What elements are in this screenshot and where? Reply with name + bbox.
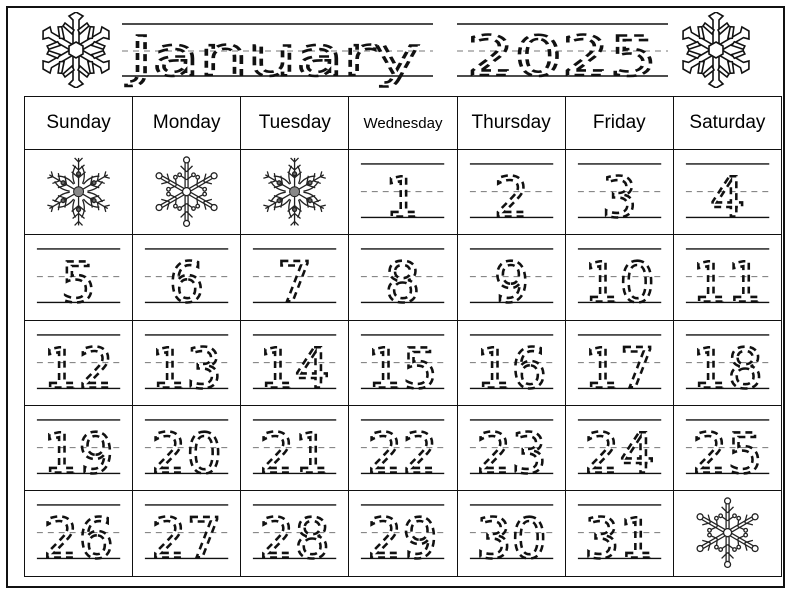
- day-cell: [457, 150, 565, 235]
- day-number: 21: [259, 421, 331, 487]
- empty-day-cell: [673, 491, 781, 576]
- ornate-snowflake-icon: [262, 158, 327, 225]
- day-cell: [349, 405, 457, 490]
- day-number: 18: [692, 336, 763, 402]
- weekday-friday: Friday: [565, 97, 673, 150]
- day-number: 15: [367, 336, 439, 402]
- day-number: 14: [259, 336, 331, 402]
- day-number: 20: [151, 421, 223, 487]
- weekday-thursday: Thursday: [457, 97, 565, 150]
- empty-day-cell: [133, 150, 241, 235]
- calendar-grid: [24, 96, 782, 577]
- day-number: 17: [583, 336, 655, 402]
- day-cell: [25, 491, 133, 576]
- weekday-saturday: Saturday: [673, 97, 781, 150]
- weekday-sunday: Sunday: [25, 97, 133, 150]
- day-number: 28: [259, 506, 331, 572]
- year-title: [455, 18, 670, 88]
- day-number: 29: [367, 506, 439, 572]
- day-cell: [565, 150, 673, 235]
- empty-day-cell: [25, 150, 133, 235]
- snowflake-outline-icon: [36, 12, 116, 88]
- day-cell: [349, 320, 457, 405]
- week-row: [25, 491, 782, 576]
- day-number: 16: [475, 336, 547, 402]
- day-cell: [565, 405, 673, 490]
- week-row: [25, 320, 782, 405]
- snowflake-icon: [693, 498, 762, 567]
- day-cell: [133, 320, 241, 405]
- year-label: 2025: [467, 25, 657, 88]
- weekday-tuesday: Tuesday: [241, 97, 349, 150]
- day-number: 31: [583, 506, 655, 572]
- day-cell: [241, 320, 349, 405]
- day-cell: [241, 405, 349, 490]
- snowflake-icon: [152, 157, 221, 226]
- day-number: 23: [475, 421, 547, 487]
- day-cell: [673, 150, 781, 235]
- day-number: 30: [475, 506, 547, 572]
- day-cell: [673, 405, 781, 490]
- day-number: 25: [692, 421, 763, 487]
- week-row: [25, 235, 782, 320]
- day-number: 8: [385, 250, 421, 316]
- day-number: 6: [169, 250, 205, 316]
- week-row: [25, 150, 782, 235]
- ornate-snowflake-icon: [46, 158, 111, 225]
- day-number: 4: [709, 165, 746, 231]
- day-cell: [457, 491, 565, 576]
- day-cell: [673, 320, 781, 405]
- weekday-wednesday: Wednesday: [349, 97, 457, 150]
- day-cell: [673, 235, 781, 320]
- day-cell: [565, 320, 673, 405]
- snowflake-outline-icon: [676, 12, 756, 88]
- day-number: 9: [493, 250, 529, 316]
- day-number: 24: [583, 421, 655, 487]
- day-number: 19: [43, 421, 114, 487]
- day-number: 2: [493, 165, 529, 231]
- day-cell: [565, 235, 673, 320]
- day-cell: [457, 235, 565, 320]
- day-number: 1: [385, 165, 421, 231]
- day-number: 13: [151, 336, 223, 402]
- day-cell: [241, 235, 349, 320]
- day-cell: [133, 405, 241, 490]
- weekday-header-row: [25, 97, 782, 150]
- day-number: 5: [60, 250, 97, 316]
- week-row: [25, 405, 782, 490]
- day-cell: [133, 491, 241, 576]
- day-number: 7: [277, 250, 313, 316]
- day-cell: [241, 491, 349, 576]
- day-number: 11: [692, 250, 763, 316]
- month-label: January: [125, 25, 420, 88]
- day-cell: [25, 405, 133, 490]
- day-number: 10: [583, 250, 655, 316]
- day-cell: [349, 150, 457, 235]
- day-number: 22: [367, 421, 439, 487]
- day-number: 12: [43, 336, 114, 402]
- day-cell: [349, 235, 457, 320]
- day-cell: [25, 235, 133, 320]
- month-title: [120, 18, 435, 88]
- day-cell: [25, 320, 133, 405]
- weekday-monday: Monday: [133, 97, 241, 150]
- day-cell: [457, 405, 565, 490]
- day-cell: [457, 320, 565, 405]
- day-cell: [133, 235, 241, 320]
- day-cell: [349, 491, 457, 576]
- day-number: 27: [151, 506, 223, 572]
- day-number: 26: [43, 506, 114, 572]
- day-number: 3: [601, 165, 637, 231]
- day-cell: [565, 491, 673, 576]
- empty-day-cell: [241, 150, 349, 235]
